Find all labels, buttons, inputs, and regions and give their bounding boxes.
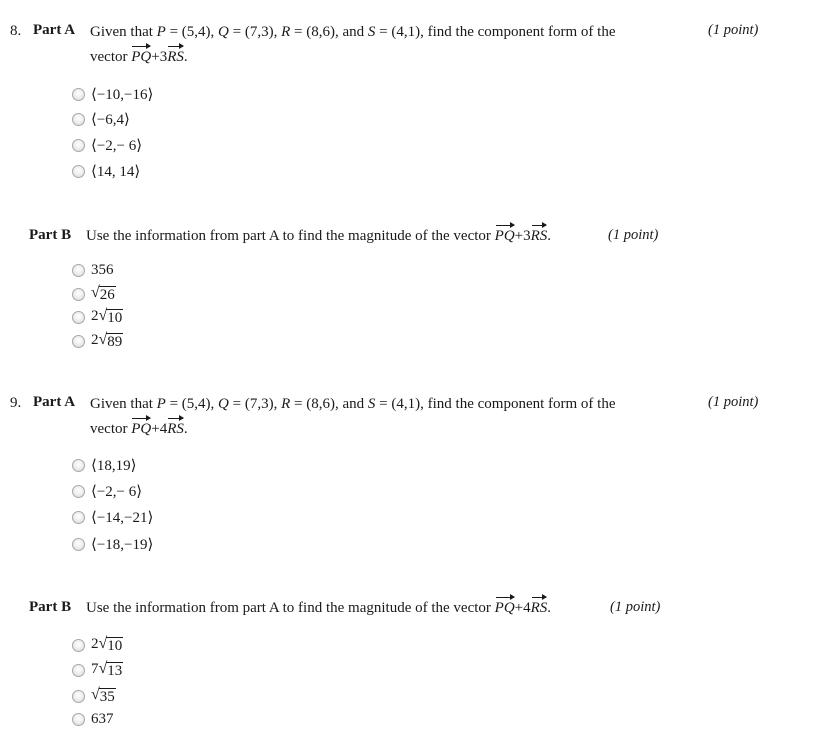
radio-button[interactable]: [72, 511, 85, 524]
vector-rs: RS: [531, 224, 548, 249]
vector-pq: PQ: [495, 224, 515, 249]
radio-button[interactable]: [72, 459, 85, 472]
radio-button[interactable]: [72, 165, 85, 178]
radio-button[interactable]: [72, 485, 85, 498]
answer-option[interactable]: 637: [72, 708, 114, 730]
points-label: (1 point): [610, 599, 661, 615]
part-a-question-text: Given that P = (5,4), Q = (7,3), R = (8,6), and S = (4,1), find the component form of the: [90, 24, 616, 40]
radio-button[interactable]: [72, 713, 85, 726]
vector-pq: PQ: [131, 417, 151, 442]
points-label: (1 point): [708, 22, 759, 38]
points-label: (1 point): [608, 227, 659, 243]
answer-option[interactable]: √ 26: [72, 283, 116, 305]
radio-button[interactable]: [72, 639, 85, 652]
vector-rs: RS: [167, 45, 184, 70]
vector-rs: RS: [531, 596, 548, 621]
answer-option[interactable]: ⟨−18,−19⟩: [72, 533, 153, 555]
answer-option[interactable]: ⟨14, 14⟩: [72, 160, 140, 182]
answer-option[interactable]: ⟨−2,− 6⟩: [72, 134, 142, 156]
vector-rs: RS: [167, 417, 184, 442]
radio-button[interactable]: [72, 288, 85, 301]
part-a-question-text: Given that P = (5,4), Q = (7,3), R = (8,6), and S = (4,1), find the component form of the: [90, 396, 616, 412]
radio-button[interactable]: [72, 690, 85, 703]
answer-option[interactable]: ⟨−2,− 6⟩: [72, 480, 142, 502]
answer-option[interactable]: 2 √ 10: [72, 634, 123, 656]
question-number: 9.: [10, 395, 22, 411]
radio-button[interactable]: [72, 664, 85, 677]
answer-option[interactable]: 2 √ 10: [72, 306, 123, 328]
part-b-label: Part B: [29, 599, 72, 615]
question-number: 8.: [10, 23, 22, 39]
part-a-question-text-line2: vector PQ+4RS.: [90, 417, 188, 442]
answer-option[interactable]: ⟨18,19⟩: [72, 454, 136, 476]
part-a-label: Part A: [33, 22, 76, 38]
answer-option[interactable]: ⟨−10,−16⟩: [72, 83, 153, 105]
radio-button[interactable]: [72, 538, 85, 551]
radio-button[interactable]: [72, 311, 85, 324]
radio-button[interactable]: [72, 139, 85, 152]
answer-option[interactable]: 356: [72, 259, 114, 281]
part-a-question-text-line2: vector PQ+3RS.: [90, 45, 188, 70]
radio-button[interactable]: [72, 335, 85, 348]
answer-option[interactable]: ⟨−14,−21⟩: [72, 506, 153, 528]
part-b-question-text: Use the information from part A to find the magnitude of the vector PQ+4RS.: [86, 596, 551, 621]
vector-pq: PQ: [495, 596, 515, 621]
radio-button[interactable]: [72, 264, 85, 277]
answer-option[interactable]: ⟨−6,4⟩: [72, 108, 130, 130]
answer-option[interactable]: 7 √ 13: [72, 659, 123, 681]
part-a-label: Part A: [33, 394, 76, 410]
answer-option[interactable]: 2 √ 89: [72, 330, 123, 352]
radio-button[interactable]: [72, 113, 85, 126]
answer-option[interactable]: √ 35: [72, 685, 116, 707]
points-label: (1 point): [708, 394, 759, 410]
part-b-label: Part B: [29, 227, 72, 243]
vector-pq: PQ: [131, 45, 151, 70]
part-b-question-text: Use the information from part A to find the magnitude of the vector PQ+3RS.: [86, 224, 551, 249]
radio-button[interactable]: [72, 88, 85, 101]
